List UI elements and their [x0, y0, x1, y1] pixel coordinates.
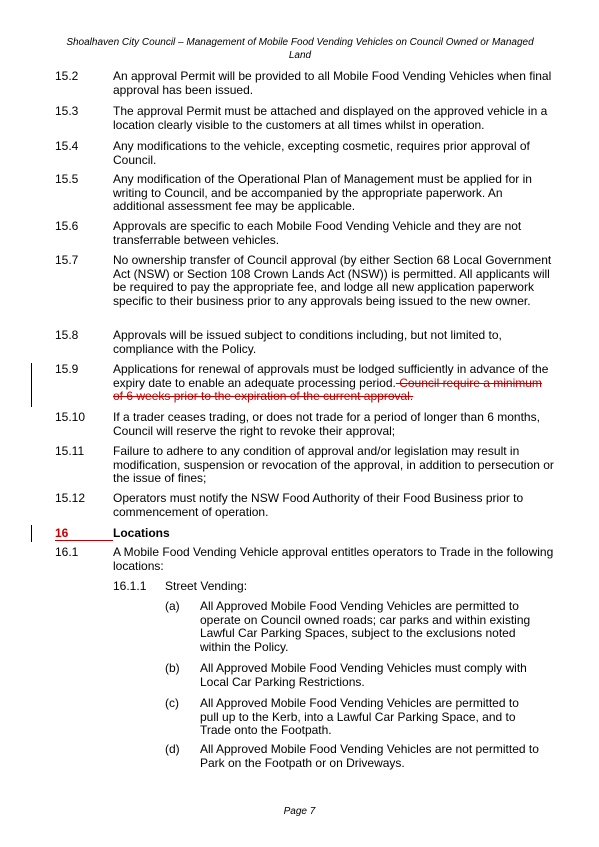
clause-text: The approval Permit must be attached and displayed on the approved vehicle in a location clearly visible to the customers at all times whilst in operation.	[113, 104, 548, 132]
clause-number: 15.3	[55, 104, 79, 118]
item-label: (a)	[165, 599, 180, 613]
clause-number: 15.11	[55, 444, 85, 458]
clause-15-4	[55, 140, 555, 167]
clause-number: 15.2	[55, 69, 79, 83]
clause-number: 15.4	[55, 139, 79, 153]
change-bar	[31, 363, 32, 407]
clause-text: No ownership transfer of Council approval (by either Section 68 Local Government Act (NSW) or Section 108 Crown Lands Act (NSW)) is permitted. All applicants will be required to pay the appropriate fee, and lodge all new application paperwork specific to their business prior to any approvals being issued to the new owner.	[113, 253, 552, 308]
clause-text: Any modifications to the vehicle, excepting cosmetic, requires prior approval of Council.	[113, 139, 530, 167]
clause-15-11	[55, 445, 555, 486]
item-text: All Approved Mobile Food Vending Vehicles must comply with Local Car Parking Restrictions.	[200, 661, 527, 689]
clause-number: 15.9	[55, 362, 79, 376]
clause-text: Operators must notify the NSW Food Authority of their Food Business prior to commencement of operation.	[113, 491, 524, 519]
clause-text: An approval Permit will be provided to all Mobile Food Vending Vehicles when final approval has been issued.	[113, 69, 552, 97]
clause-15-2	[55, 70, 555, 97]
item-text: All Approved Mobile Food Vending Vehicles are not permitted to Park on the Footpath or on Driveways.	[200, 742, 539, 770]
item-label: (c)	[165, 696, 179, 710]
clause-15-12	[55, 492, 555, 519]
clause-text	[113, 363, 555, 404]
clause-text: If a trader ceases trading, or does not trade for a period of longer than 6 months, Council will reserve the right to revoke their approval;	[113, 410, 540, 438]
clause-number: 15.12	[55, 491, 86, 505]
clause-number: 15.10	[55, 410, 86, 424]
header-line-1: Shoalhaven City Council – Management of Mobile Food Vending Vehicles on Council Owned or Managed	[66, 37, 534, 48]
clause-text: Approvals are specific to each Mobile Food Vending Vehicle and they are not transferrable between vehicles.	[113, 219, 522, 247]
clause-16-1	[55, 546, 555, 573]
section-16-heading	[55, 527, 555, 541]
clause-text-retained: Applications for renewal of approvals must be lodged sufficiently in advance of the expiry date to enable an adequate processing period.	[113, 362, 549, 390]
clause-number: 15.7	[55, 253, 79, 267]
subclause-title: Street Vending:	[165, 579, 248, 593]
deleted-text: Council require a minimum of 6 weeks prior to the expiration of the current approval.	[113, 375, 542, 403]
clause-15-10	[55, 411, 555, 438]
clause-15-8	[55, 329, 555, 356]
clause-number: 15.5	[55, 172, 79, 186]
item-text: All Approved Mobile Food Vending Vehicles are permitted to operate on Council owned roads; car parks and within existing Lawful Car Parking Spaces, subject to the exclusions noted within the Policy.	[200, 599, 531, 654]
clause-15-9	[55, 363, 555, 404]
clause-text: Any modification of the Operational Plan of Management must be applied for in writing to Council, and be accompanied by the appropriate paperwork. An additional assessment fee may be applicable.	[113, 172, 532, 213]
item-label: (b)	[165, 661, 180, 675]
page-number: Page 7	[283, 806, 316, 817]
clause-number: 15.8	[55, 328, 79, 342]
clause-15-6	[55, 220, 555, 247]
header-line-2: Land	[288, 50, 312, 61]
item-text: All Approved Mobile Food Vending Vehicles are permitted to pull up to the Kerb, into a Lawful Car Parking Space, and to Trade onto the Footpath.	[200, 696, 519, 737]
clause-15-7	[55, 254, 555, 308]
item-label: (d)	[165, 742, 180, 756]
running-header	[60, 36, 540, 62]
change-bar	[31, 525, 32, 542]
subclause-number: 16.1.1	[113, 579, 147, 593]
clause-number: 15.6	[55, 219, 79, 233]
clause-text: A Mobile Food Vending Vehicle approval entitles operators to Trade in the following locations:	[113, 545, 554, 573]
clause-15-3	[55, 105, 555, 132]
section-number: 16	[55, 527, 113, 541]
clause-text: Failure to adhere to any condition of approval and/or legislation may result in modification, suspension or revocation of the approval, in addition to persecution or the issue of fines;	[113, 444, 554, 485]
section-title: Locations	[113, 526, 170, 540]
clause-text: Approvals will be issued subject to conditions including, but not limited to, compliance with the Policy.	[113, 328, 502, 356]
clause-number: 16.1	[55, 545, 79, 559]
clause-15-5	[55, 173, 555, 214]
